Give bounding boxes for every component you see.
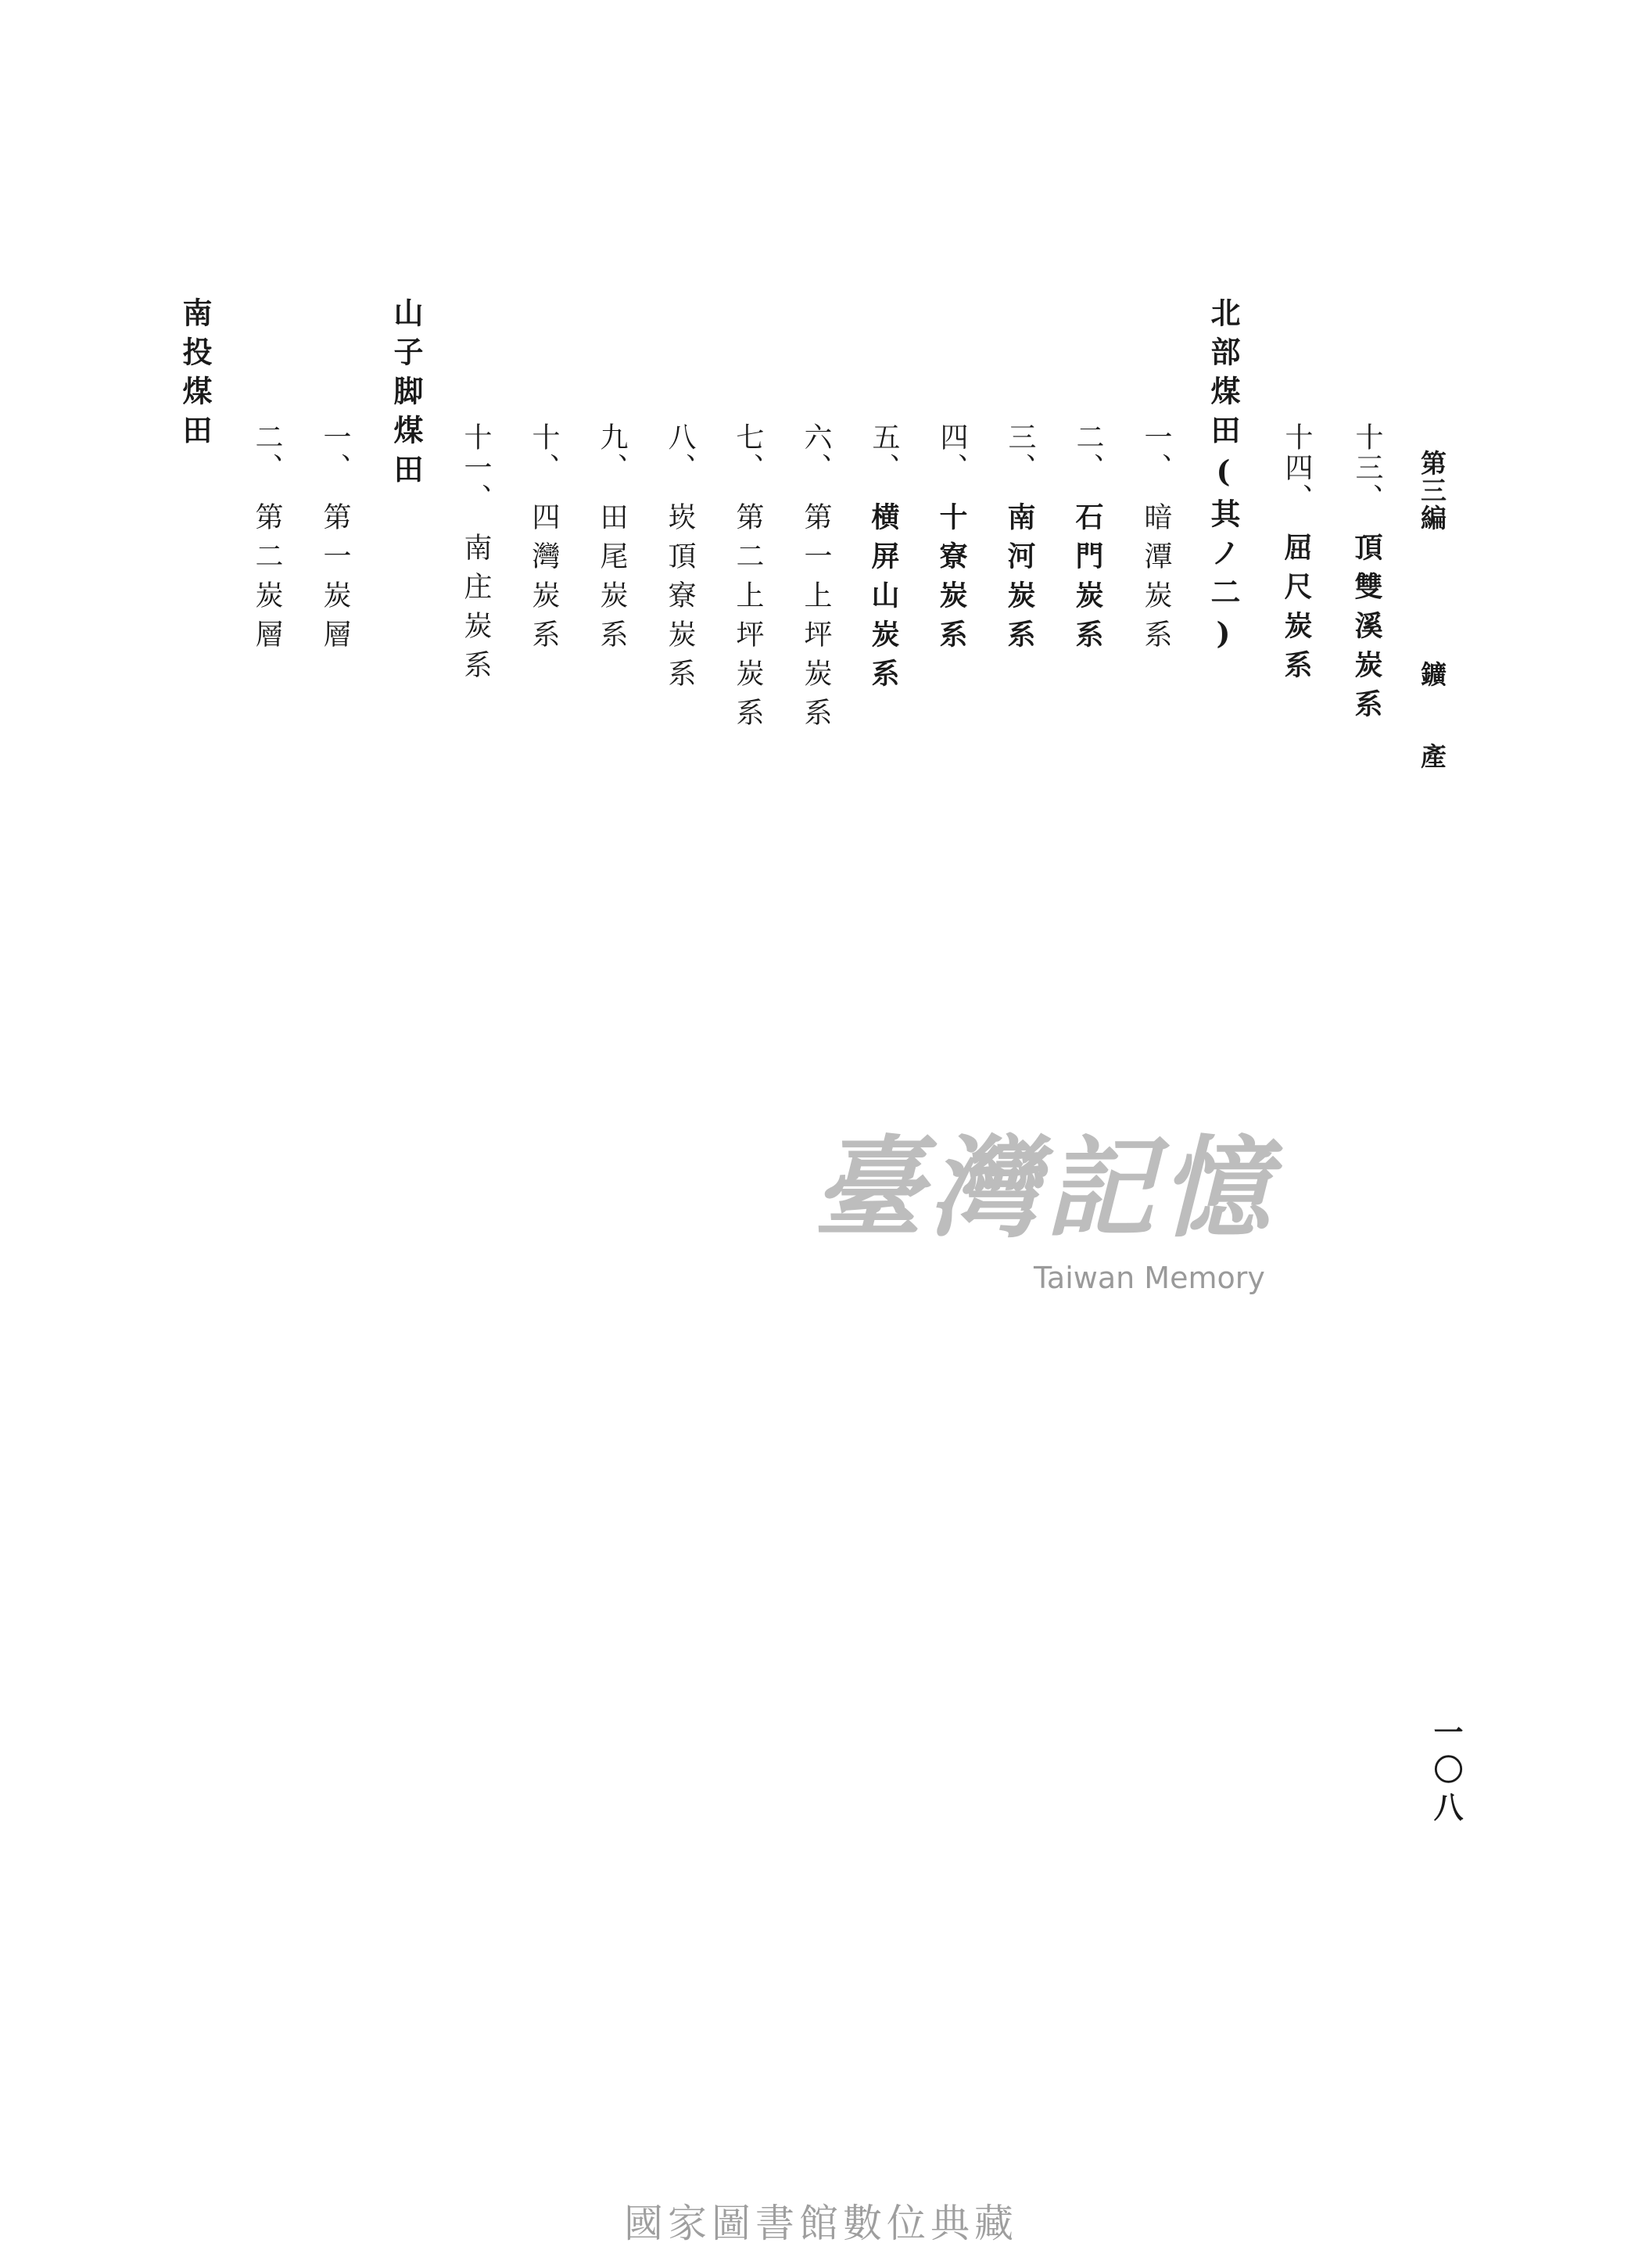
list-item [1071,422,1104,659]
page-number: 一〇八 [1429,1717,1464,1829]
list-item [528,422,560,659]
watermark-english: Taiwan Memory [1034,1261,1265,1295]
item-number: 三、 [1004,422,1036,483]
list-item [665,422,694,698]
item-title: 四灣炭系 [528,502,560,659]
item-number: 十四、 [1281,422,1313,514]
item-title: 南庄炭系 [460,533,492,689]
edition-label: 第三編 [1417,450,1447,532]
watermark-logo: 臺灣記憶 [813,1125,1277,1253]
item-number: 七、 [732,422,764,483]
item-title: 第二炭層 [251,502,283,659]
item-title: 横屏山炭系 [867,502,900,698]
list-item [460,422,492,689]
item-number: 十一、 [460,422,492,514]
item-title: 田尾炭系 [596,502,628,659]
item-number: 一、 [1140,422,1172,483]
item-title: 頂雙溪炭系 [1350,533,1383,728]
item-number: 五、 [868,422,900,483]
item-number: 九、 [596,422,628,483]
list-item [801,422,830,737]
item-number: 十、 [528,422,560,483]
list-item [869,422,898,698]
list-item [935,422,968,659]
footer-credit: 國家圖書館數位典藏 [624,2201,1018,2246]
item-title: 第二上坪炭系 [732,502,764,737]
item-title: 十寮炭系 [935,502,968,659]
item-title: 南河炭系 [1003,502,1036,659]
list-item [321,422,349,659]
item-title: 第一炭層 [319,502,351,659]
item-title: 屈尺炭系 [1280,533,1313,689]
item-title: 石門炭系 [1071,502,1104,659]
section-title: 鑛 產 [1417,661,1447,770]
item-number: 四、 [936,422,968,483]
list-item [597,422,626,659]
item-number: 二、 [1072,422,1104,483]
list-item [253,422,281,659]
item-number: 十三、 [1351,422,1383,514]
item-number: 八、 [664,422,696,483]
section-heading-shanzijiao: 山子脚煤田 [389,297,424,493]
section-heading-nantou: 南投煤田 [177,297,213,454]
list-item [1142,422,1170,659]
item-title: 崁頂寮炭系 [664,502,696,698]
item-number: 六、 [800,422,832,483]
item-title: 第一上坪炭系 [800,502,832,737]
list-item [1003,422,1036,659]
item-number: 二、 [251,422,283,483]
item-number: 一、 [319,422,351,483]
list-item [733,422,762,737]
item-title: 暗潭炭系 [1140,502,1172,659]
list-item [1280,422,1313,689]
section-heading-north: 北部煤田(其ノ二) [1206,297,1241,660]
list-item [1350,422,1383,728]
